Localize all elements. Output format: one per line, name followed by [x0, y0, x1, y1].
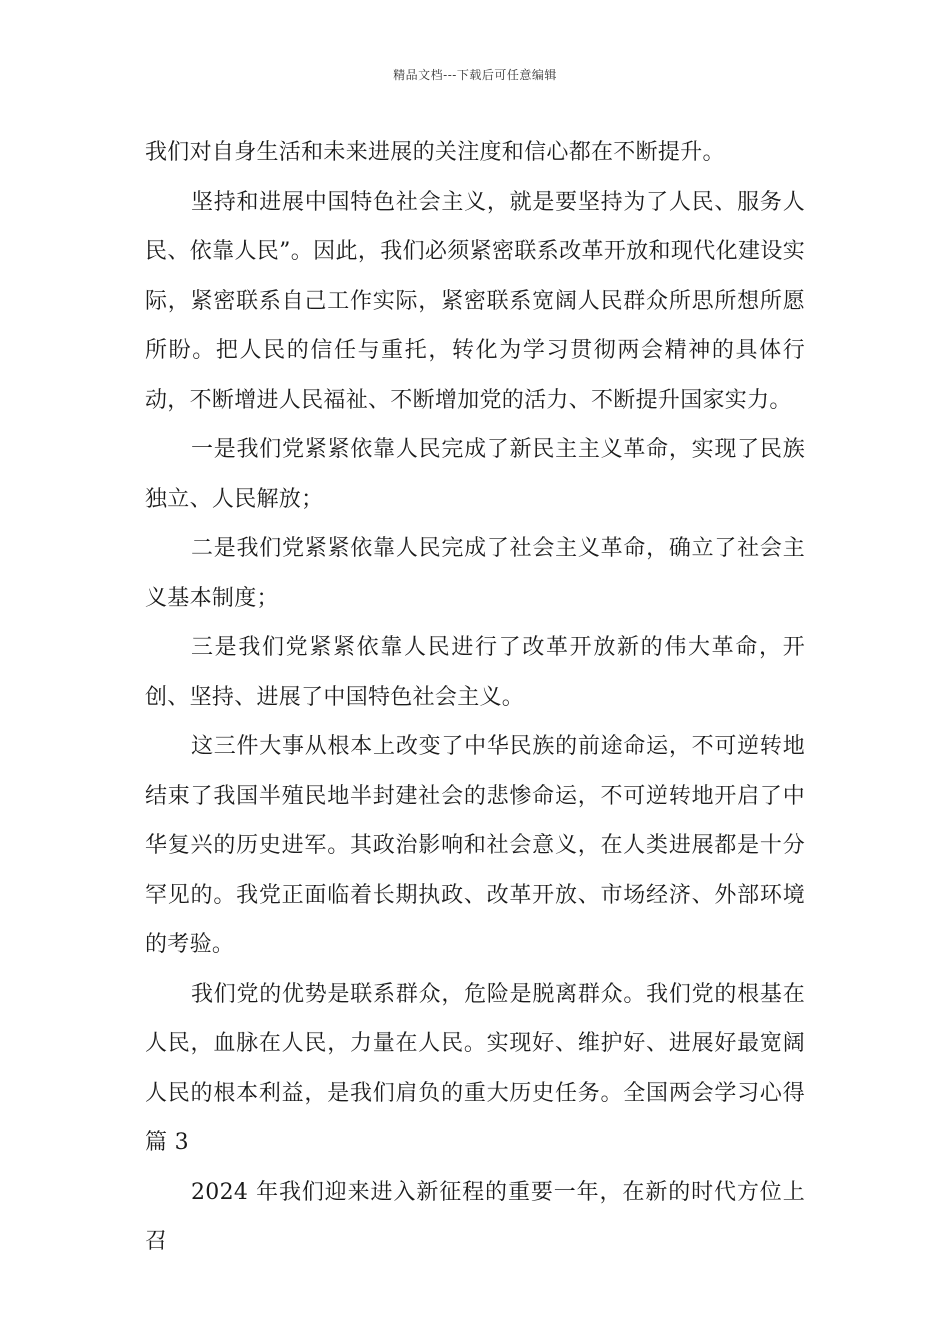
page-header: 精品文档---下载后可任意编辑	[393, 68, 557, 82]
paragraph: 坚持和进展中国特色社会主义，就是要坚持为了人民、服务人民、依靠人民”。因此，我们必须紧密联系改革开放和现代化建设实际，紧密联系自己工作实际，紧密联系宽阔人民群众所思所想所愿所盼。把人民的信任与重托，转化为学习贯彻两会精神的具体行动，不断增进人民福祉、不断增加党的活力、不断提升国家实力。	[145, 189, 805, 413]
paragraph: 三是我们党紧紧依靠人民进行了改革开放新的伟大革命，开创、坚持、进展了中国特色社会主义。	[145, 635, 805, 710]
paragraph: 2024 年我们迎来进入新征程的重要一年，在新的时代方位上召	[145, 1179, 805, 1254]
paragraph: 这三件大事从根本上改变了中华民族的前途命运，不可逆转地结束了我国半殖民地半封建社会的悲惨命运，不可逆转地开启了中华复兴的历史进军。其政治影响和社会意义，在人类进展都是十分罕见的。我党正面临着长期执政、改革开放、市场经济、外部环境的考验。	[145, 734, 805, 957]
paragraph: 一是我们党紧紧依靠人民完成了新民主主义革命，实现了民族独立、人民解放；	[145, 437, 805, 512]
paragraph: 我们对自身生活和未来进展的关注度和信心都在不断提升。	[145, 140, 725, 165]
paragraph: 二是我们党紧紧依靠人民完成了社会主义革命，确立了社会主义基本制度；	[145, 536, 805, 611]
document-body	[145, 128, 805, 1267]
paragraph: 我们党的优势是联系群众，危险是脱离群众。我们党的根基在人民，血脉在人民，力量在人民。实现好、维护好、进展好最宽阔人民的根本利益，是我们肩负的重大历史任务。全国两会学习心得篇 3	[145, 981, 805, 1155]
